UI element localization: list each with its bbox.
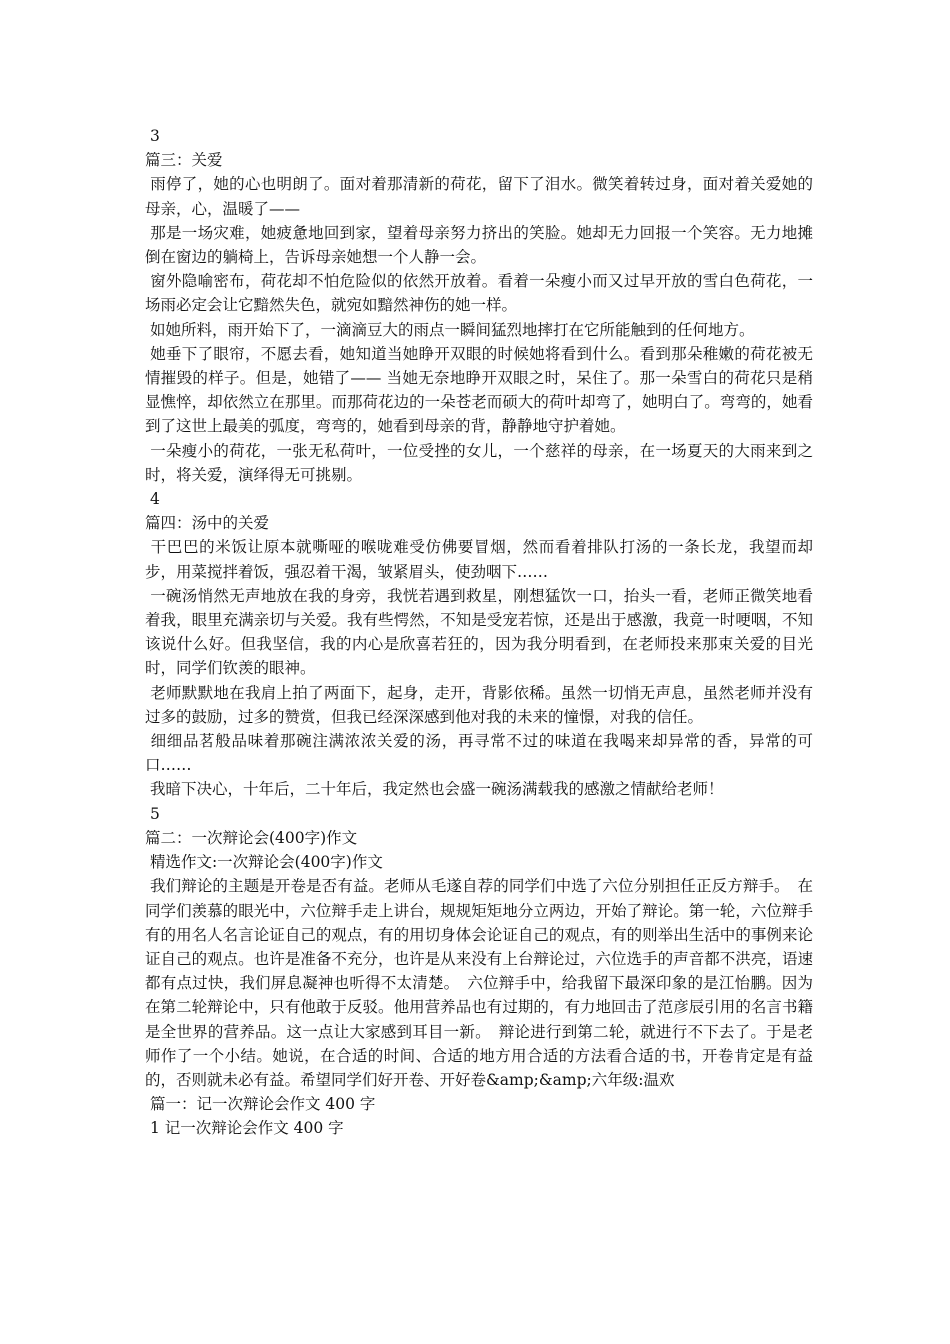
paragraph: 她垂下了眼帘，不愿去看，她知道当她睁开双眼的时候她将看到什么。看到那朵稚嫩的荷花被无情摧毁的样子。但是，她错了—— 当她无奈地睁开双眼之时，呆住了。那一朵雪白的荷花只是稍显憔悴，却依然立在那里。而那荷花边的一朵苍老而硕大的荷叶却弯了，她明白了。弯弯的，她看到了这世上最美的弧度，弯弯的，她看到母亲的背，静静地守护着她。 xyxy=(145,344,813,436)
section-number: 5 xyxy=(145,804,160,823)
paragraph: 细细品茗般品味着那碗注满浓浓关爱的汤，再寻常不过的味道在我喝来却异常的香，异常的可口…… xyxy=(145,732,813,775)
section-number: 4 xyxy=(145,490,160,509)
document-body xyxy=(145,124,813,1141)
paragraph: 一朵瘦小的荷花，一张无私荷叶，一位受挫的女儿，一个慈祥的母亲，在一场夏天的大雨来到之时，将关爱，演绎得无可挑剔。 xyxy=(145,441,813,484)
subtitle: 1 记一次辩论会作文 400 字 xyxy=(145,1119,344,1138)
paragraph: 一碗汤悄然无声地放在我的身旁，我恍若遇到救星，刚想猛饮一口，抬头一看，老师正微笑地看着我，眼里充满亲切与关爱。我有些愕然，不知是受宠若惊，还是出于感激，我竟一时哽咽，不知该说什么好。但我坚信，我的内心是欣喜若狂的，因为我分明看到，在老师投来那束关爱的目光时，同学们钦羡的眼神。 xyxy=(145,586,813,678)
section-title: 篇二：一次辩论会(400字)作文 xyxy=(145,828,358,847)
paragraph: 那是一场灾难，她疲惫地回到家，望着母亲努力挤出的笑脸。她却无力回报一个笑容。无力地摊倒在窗边的躺椅上，告诉母亲她想一个人静一会。 xyxy=(145,223,813,267)
paragraph: 我暗下决心，十年后，二十年后，我定然也会盛一碗汤满载我的感激之情献给老师！ xyxy=(145,780,724,799)
subtitle: 精选作文:一次辩论会(400字)作文 xyxy=(145,853,383,872)
section-title: 篇三：关爱 xyxy=(145,151,223,170)
paragraph: 窗外隐喻密布，荷花却不怕危险似的依然开放着。看着一朵瘦小而又过早开放的雪白色荷花，一场雨必定会让它黯然失色，就宛如黯然神伤的她一样。 xyxy=(145,272,813,315)
section-title: 篇一：记一次辩论会作文 400 字 xyxy=(145,1095,376,1114)
paragraph: 老师默默地在我肩上拍了两面下，起身，走开，背影依稀。虽然一切悄无声息，虽然老师并没有过多的鼓励，过多的赞赏，但我已经深深感到他对我的未来的憧憬，对我的信任。 xyxy=(145,683,813,726)
paragraph: 干巴巴的米饭让原本就嘶哑的喉咙难受仿佛要冒烟，然而看着排队打汤的一条长龙，我望而却步，用菜搅拌着饭，强忍着干渴，皱紧眉头，使劲咽下…… xyxy=(145,538,813,581)
paragraph: 我们辩论的主题是开卷是否有益。老师从毛遂自荐的同学们中选了六位分别担任正反方辩手。 在同学们羡慕的眼光中，六位辩手走上讲台，规规矩矩地分立两边，开始了辩论。第一轮，六位辩手有的用名人名言论证自己的观点，有的用切身体会论证自己的观点，有的则举出生活中的事例来论证自己的观点。也许是准备不充分，也许是从来没有上台辩论过，六位选手的声音都不洪亮，语速都有点过快，我们屏息凝神也听得不太清楚。 六位辩手中，给我留下最深印象的是江怡鹏。因为在第二轮辩论中，只有他敢于反驳。他用营养品也有过期的，有力地回击了范彦辰引用的名言书籍是全世界的营养品。这一点让大家感到耳目一新。 辩论进行到第二轮，就进行不下去了。于是老师作了一个小结。她说，在合适的时间、合适的地方用合适的方法看合适的书，开卷肯定是有益的，否则就未必有益。希望同学们好开卷、开好卷&amp;&amp;六年级:温欢 xyxy=(145,877,813,1089)
paragraph: 雨停了，她的心也明朗了。面对着那清新的荷花，留下了泪水。微笑着转过身，面对着关爱她的母亲，心，温暖了—— xyxy=(145,175,813,218)
section-title: 篇四：汤中的关爱 xyxy=(145,514,270,533)
section-number: 3 xyxy=(145,127,160,145)
paragraph: 如她所料，雨开始下了，一滴滴豆大的雨点一瞬间猛烈地摔打在它所能触到的任何地方。 xyxy=(145,320,755,339)
